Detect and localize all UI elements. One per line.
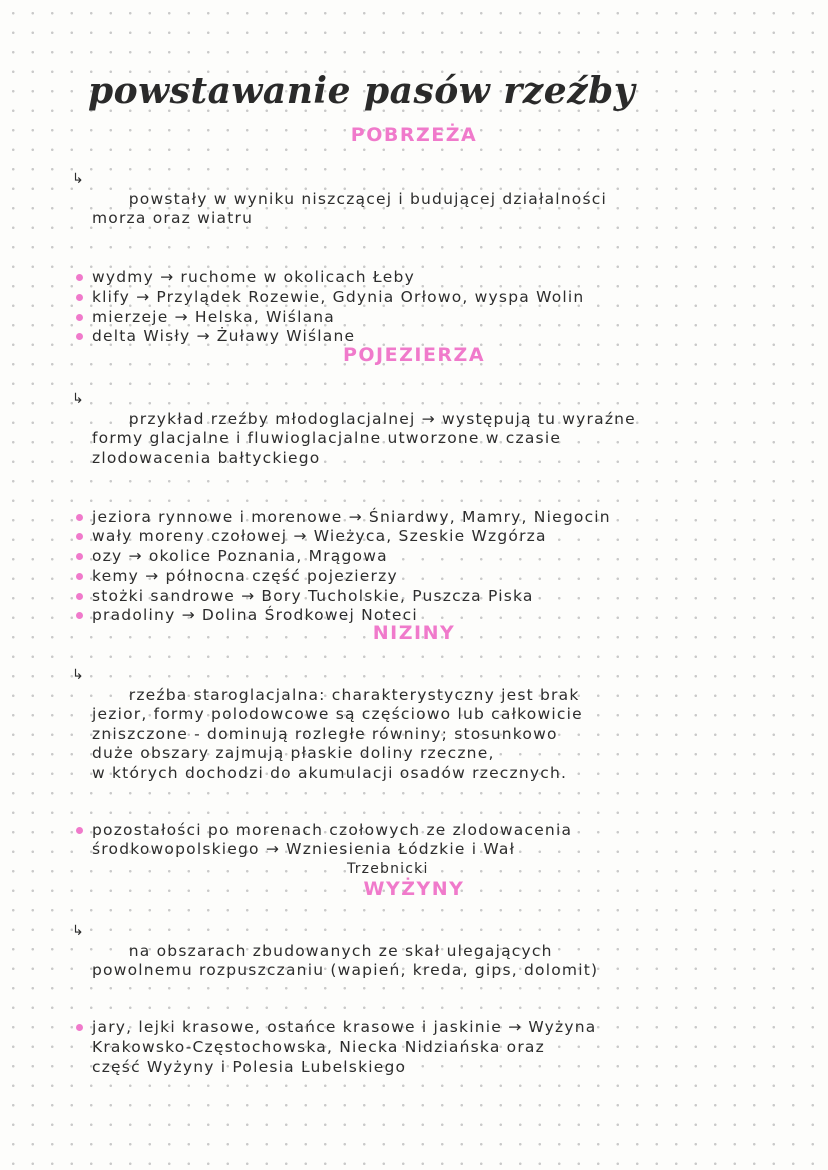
bullet-list-wyzyny [72, 1018, 762, 1077]
list-item: pozostałości po morenach czołowych ze zlodowacenia środkowopolskiego → Wzniesienia Łódzkie i Wał Trzebnicki [72, 821, 762, 880]
bullet-list-pobrzeza [72, 268, 762, 347]
bullet-dot-icon [76, 314, 83, 321]
section-pobrzeza [72, 170, 762, 347]
list-item: ozy → okolice Poznania, Mrągowa [72, 547, 762, 567]
bullet-dot-icon [76, 333, 83, 340]
list-item: jeziora rynnowe i morenowe → Śniardwy, Mamry, Niegocin [72, 508, 762, 528]
list-item: kemy → północna część pojezierzy [72, 567, 762, 587]
arrow-icon: ↳ [72, 667, 85, 683]
bullet-dot-icon [76, 294, 83, 301]
list-item: delta Wisły → Żuławy Wiślane [72, 327, 762, 347]
bullet-dot-icon [76, 573, 83, 580]
list-item: stożki sandrowe → Bory Tucholskie, Puszcza Piska [72, 587, 762, 607]
bullet-list-niziny [72, 821, 762, 880]
arrow-icon: ↳ [72, 391, 85, 407]
intro-wyzyny: ↳ na obszarach zbudowanych ze skał ulegających powolnemu rozpuszczaniu (wapień, kreda, gips, dolomit) [72, 923, 599, 979]
section-pojezierza [72, 390, 762, 626]
section-niziny [72, 666, 762, 880]
list-item: mierzeje → Helska, Wiślana [72, 308, 762, 328]
bullet-dot-icon [76, 274, 83, 281]
bullet-list-pojezierza [72, 508, 762, 627]
bullet-dot-icon [76, 1024, 83, 1031]
list-item: pradoliny → Dolina Środkowej Noteci [72, 606, 762, 626]
bullet-dot-icon [76, 533, 83, 540]
page-title: powstawanie pasów rzeźby [88, 70, 636, 112]
heading-wyzyny: WYŻYNY [363, 878, 465, 900]
list-item: klify → Przylądek Rozewie, Gdynia Orłowo, wyspa Wolin [72, 288, 762, 308]
intro-pobrzeza: ↳ powstały w wyniku niszczącej i budującej działalności morza oraz wiatru [72, 171, 607, 227]
list-item: wały moreny czołowej → Wieżyca, Szeskie Wzgórza [72, 527, 762, 547]
heading-pojezierza: POJEZIERZA [342, 344, 486, 366]
bullet-dot-icon [76, 827, 83, 834]
intro-niziny: ↳ rzeźba staroglacjalna: charakterystyczny jest brak jezior, formy polodowcowe są częściowo lub całkowicie zniszczone - dominują rozległe równiny; stosunkowo duże obszary zajmują płaskie doliny rzeczne, w których dochodzi do akumulacji osadów rzecznych. [72, 667, 583, 782]
list-item: jary, lejki krasowe, ostańce krasowe i jaskinie → Wyżyna Krakowsko-Częstochowska, Niecka Nidziańska oraz część Wyżyny i Polesia Lubelskiego [72, 1018, 762, 1077]
bullet-dot-icon [76, 553, 83, 560]
arrow-icon: ↳ [72, 171, 85, 187]
intro-pojezierza: ↳ przykład rzeźby młodoglacjalnej → występują tu wyraźne formy glacjalne i fluwioglacjalne utworzone w czasie zlodowacenia bałtyckiego [72, 391, 636, 467]
bullet-dot-icon [76, 514, 83, 521]
arrow-icon: ↳ [72, 923, 85, 939]
heading-pobrzeza: POBRZEŻA [350, 124, 478, 146]
list-item: wydmy → ruchome w okolicach Łeby [72, 268, 762, 288]
bullet-dot-icon [76, 612, 83, 619]
continuation-text: Trzebnicki [347, 861, 429, 878]
section-wyzyny [72, 922, 762, 1077]
bullet-dot-icon [76, 593, 83, 600]
heading-niziny: NIZINY [372, 622, 456, 644]
